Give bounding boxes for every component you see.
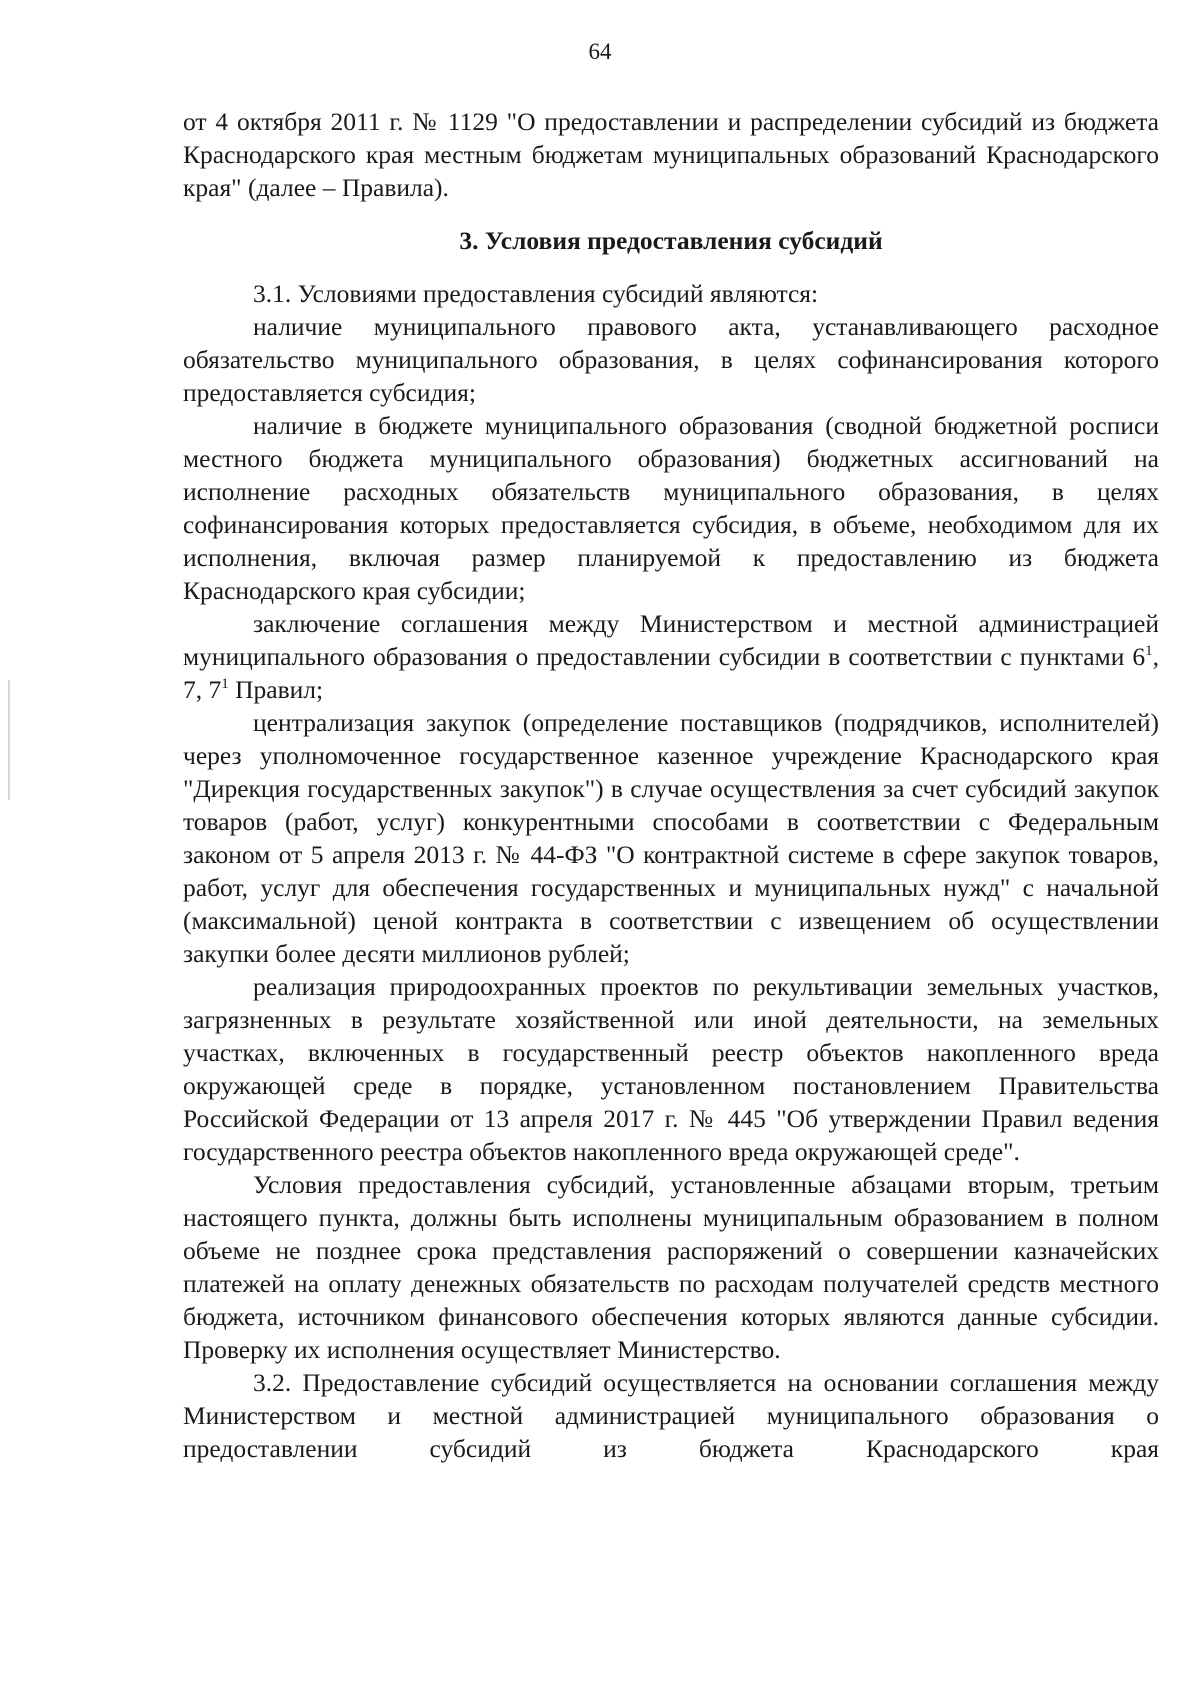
condition-centralized-procurement: централизация закупок (определение поставщиков (подрядчиков, исполнителей) через уполномоченное государственное казенное учреждение Краснодарского края "Дирекция государственных закупок") в случае осуществления за счет субсидий закупок товаров (работ, услуг) конкурентными способами в соответствии с Федеральным законом от 5 апреля 2013 г. № 44-ФЗ "О контрактной системе в сфере закупок товаров, работ, услуг для обеспечения государственных и муниципальных нужд" с начальной (максимальной) ценой контракта в соответствии с извещением об осуществлении закупки более десяти миллионов рублей; [183,708,1159,968]
clause-3-1-title: 3.1. Условиями предоставления субсидий являются: [253,279,819,308]
condition-agreement-text-before: заключение соглашения между Министерством и местной администрацией муниципального образования о предоставлении субсидии в соответствии с пунктами 6 [183,609,1159,671]
condition-land-reclamation: реализация природоохранных проектов по рекультивации земельных участков, загрязненных в результате хозяйственной или иной деятельности, на земельных участках, включенных в государственный реестр объектов накопленного вреда окружающей среде в порядке, установленном постановлением Правительства Российской Федерации от 13 апреля 2017 г. № 445 "Об утверждении Правил ведения государственного реестра объектов накопленного вреда окружающей среде". [183,972,1159,1166]
page-number: 64 [588,39,612,64]
section-heading: 3. Условия предоставления субсидий [459,226,883,255]
superscript-6-1: 1 [1145,643,1153,659]
condition-budget-allocations: наличие в бюджете муниципального образования (сводной бюджетной росписи местного бюджета муниципального образования) бюджетных ассигнований на исполнение расходных обязательств муниципального образования, в целях софинансирования которых предоставляется субсидия, в объеме, необходимом для их исполнения, включая размер планируемой к предоставлению из бюджета Краснодарского края субсидии; [183,411,1159,605]
document-body [183,105,1159,1465]
condition-agreement-text-after: Правил; [228,675,324,704]
conditions-fulfillment-note: Условия предоставления субсидий, установленные абзацами вторым, третьим настоящего пункта, должны быть исполнены муниципальным образованием в полном объеме не позднее срока представления распоряжений о совершении казначейских платежей на оплату денежных обязательств по расходам получателей средств местного бюджета, источником финансового обеспечения которых являются данные субсидии. Проверку их исполнения осуществляет Министерство. [183,1170,1159,1364]
condition-agreement [183,607,1159,706]
clause-3-2: 3.2. Предоставление субсидий осуществляется на основании соглашения между Министерством и местной администрацией муниципального образования о предоставлении субсидий из бюджета Краснодарского края [183,1368,1159,1463]
intro-paragraph: от 4 октября 2011 г. № 1129 "О предоставлении и распределении субсидий из бюджета Краснодарского края местным бюджетам муниципальных образований Краснодарского края" (далее – Правила). [183,107,1159,202]
condition-agreement-text-middle: , 7, 7 [183,642,1159,704]
superscript-7-1: 1 [221,676,229,692]
condition-legal-act: наличие муниципального правового акта, устанавливающего расходное обязательство муниципального образования, в целях софинансирования которого предоставляется субсидия; [183,312,1159,407]
scan-edge-mark [8,680,10,800]
